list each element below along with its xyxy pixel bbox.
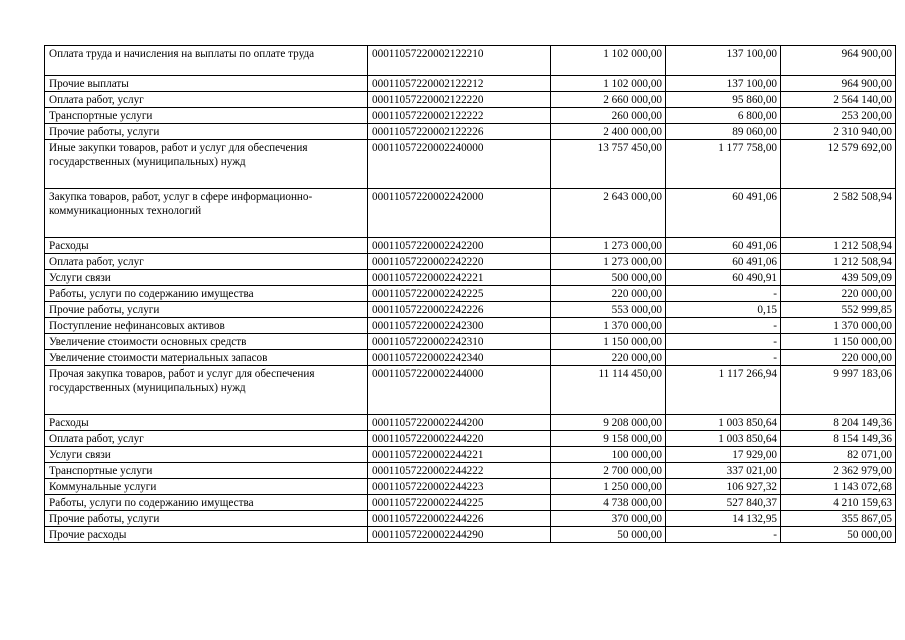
row-remaining-amount-cell: 1 143 072,68 (781, 479, 896, 495)
table-row (45, 302, 896, 318)
row-executed-amount-cell: 1 003 850,64 (666, 431, 781, 447)
budget-execution-table (44, 45, 896, 543)
row-code-cell: 00011057220002244221 (368, 447, 551, 463)
row-code-cell: 00011057220002122212 (368, 76, 551, 92)
row-remaining-amount-cell: 439 509,09 (781, 270, 896, 286)
row-plan-amount-cell: 50 000,00 (551, 527, 666, 543)
row-remaining-amount-cell: 2 310 940,00 (781, 124, 896, 140)
row-code-cell: 00011057220002122226 (368, 124, 551, 140)
row-name-cell: Прочие расходы (45, 527, 368, 543)
row-name-cell: Услуги связи (45, 447, 368, 463)
row-name-cell: Работы, услуги по содержанию имущества (45, 495, 368, 511)
table-row (45, 108, 896, 124)
row-code-cell: 00011057220002242226 (368, 302, 551, 318)
row-plan-amount-cell: 220 000,00 (551, 286, 666, 302)
row-executed-amount-cell: 1 177 758,00 (666, 140, 781, 189)
row-remaining-amount-cell: 964 900,00 (781, 76, 896, 92)
row-code-cell: 00011057220002244200 (368, 415, 551, 431)
row-name-cell: Оплата работ, услуг (45, 431, 368, 447)
row-plan-amount-cell: 370 000,00 (551, 511, 666, 527)
row-name-cell: Увеличение стоимости основных средств (45, 334, 368, 350)
row-plan-amount-cell: 553 000,00 (551, 302, 666, 318)
row-plan-amount-cell: 1 150 000,00 (551, 334, 666, 350)
row-remaining-amount-cell: 9 997 183,06 (781, 366, 896, 415)
table-row (45, 479, 896, 495)
row-plan-amount-cell: 1 102 000,00 (551, 76, 666, 92)
row-plan-amount-cell: 100 000,00 (551, 447, 666, 463)
row-executed-amount-cell: 527 840,37 (666, 495, 781, 511)
row-executed-amount-cell: 14 132,95 (666, 511, 781, 527)
row-executed-amount-cell: - (666, 286, 781, 302)
row-code-cell: 00011057220002242200 (368, 238, 551, 254)
row-code-cell: 00011057220002242221 (368, 270, 551, 286)
row-name-cell: Работы, услуги по содержанию имущества (45, 286, 368, 302)
row-name-cell: Расходы (45, 415, 368, 431)
row-plan-amount-cell: 500 000,00 (551, 270, 666, 286)
row-code-cell: 00011057220002242310 (368, 334, 551, 350)
row-name-cell: Оплата труда и начисления на выплаты по оплате труда (45, 46, 368, 76)
row-code-cell: 00011057220002242220 (368, 254, 551, 270)
table-row (45, 254, 896, 270)
row-plan-amount-cell: 11 114 450,00 (551, 366, 666, 415)
row-executed-amount-cell: 60 490,91 (666, 270, 781, 286)
table-row (45, 415, 896, 431)
table-row (45, 238, 896, 254)
row-remaining-amount-cell: 50 000,00 (781, 527, 896, 543)
row-name-cell: Прочие работы, услуги (45, 124, 368, 140)
row-remaining-amount-cell: 8 204 149,36 (781, 415, 896, 431)
row-executed-amount-cell: - (666, 350, 781, 366)
row-code-cell: 00011057220002122222 (368, 108, 551, 124)
row-plan-amount-cell: 1 273 000,00 (551, 238, 666, 254)
row-code-cell: 00011057220002240000 (368, 140, 551, 189)
table-row (45, 495, 896, 511)
row-plan-amount-cell: 260 000,00 (551, 108, 666, 124)
row-plan-amount-cell: 2 700 000,00 (551, 463, 666, 479)
row-name-cell: Прочие работы, услуги (45, 511, 368, 527)
row-remaining-amount-cell: 355 867,05 (781, 511, 896, 527)
row-remaining-amount-cell: 253 200,00 (781, 108, 896, 124)
table-row (45, 124, 896, 140)
table-body (45, 46, 896, 543)
row-plan-amount-cell: 13 757 450,00 (551, 140, 666, 189)
row-code-cell: 00011057220002244220 (368, 431, 551, 447)
table-row (45, 463, 896, 479)
row-remaining-amount-cell: 2 564 140,00 (781, 92, 896, 108)
table-row (45, 334, 896, 350)
row-executed-amount-cell: 17 929,00 (666, 447, 781, 463)
row-remaining-amount-cell: 1 370 000,00 (781, 318, 896, 334)
row-plan-amount-cell: 4 738 000,00 (551, 495, 666, 511)
table-row (45, 447, 896, 463)
row-name-cell: Прочие выплаты (45, 76, 368, 92)
row-executed-amount-cell: 137 100,00 (666, 46, 781, 76)
row-plan-amount-cell: 9 158 000,00 (551, 431, 666, 447)
row-code-cell: 00011057220002122210 (368, 46, 551, 76)
table-row (45, 318, 896, 334)
row-executed-amount-cell: 106 927,32 (666, 479, 781, 495)
row-name-cell: Закупка товаров, работ, услуг в сфере информационно-коммуникационных технологий (45, 189, 368, 238)
row-plan-amount-cell: 1 102 000,00 (551, 46, 666, 76)
row-name-cell: Коммунальные услуги (45, 479, 368, 495)
table-row (45, 286, 896, 302)
row-name-cell: Расходы (45, 238, 368, 254)
row-executed-amount-cell: 95 860,00 (666, 92, 781, 108)
row-remaining-amount-cell: 552 999,85 (781, 302, 896, 318)
row-name-cell: Транспортные услуги (45, 108, 368, 124)
table-row (45, 46, 896, 76)
row-name-cell: Оплата работ, услуг (45, 254, 368, 270)
table-row (45, 140, 896, 189)
row-executed-amount-cell: - (666, 527, 781, 543)
row-code-cell: 00011057220002244290 (368, 527, 551, 543)
row-remaining-amount-cell: 1 150 000,00 (781, 334, 896, 350)
row-name-cell: Услуги связи (45, 270, 368, 286)
table-row (45, 431, 896, 447)
row-code-cell: 00011057220002242225 (368, 286, 551, 302)
table-row (45, 366, 896, 415)
row-plan-amount-cell: 9 208 000,00 (551, 415, 666, 431)
row-executed-amount-cell: 137 100,00 (666, 76, 781, 92)
row-code-cell: 00011057220002242340 (368, 350, 551, 366)
row-code-cell: 00011057220002242000 (368, 189, 551, 238)
row-executed-amount-cell: - (666, 318, 781, 334)
row-code-cell: 00011057220002242300 (368, 318, 551, 334)
row-code-cell: 00011057220002244000 (368, 366, 551, 415)
row-plan-amount-cell: 2 643 000,00 (551, 189, 666, 238)
row-name-cell: Прочая закупка товаров, работ и услуг для обеспечения государственных (муниципальных) нужд (45, 366, 368, 415)
row-remaining-amount-cell: 964 900,00 (781, 46, 896, 76)
row-code-cell: 00011057220002244226 (368, 511, 551, 527)
row-name-cell: Прочие работы, услуги (45, 302, 368, 318)
row-executed-amount-cell: 0,15 (666, 302, 781, 318)
row-remaining-amount-cell: 4 210 159,63 (781, 495, 896, 511)
table-row (45, 270, 896, 286)
row-executed-amount-cell: - (666, 334, 781, 350)
row-executed-amount-cell: 1 003 850,64 (666, 415, 781, 431)
row-plan-amount-cell: 2 660 000,00 (551, 92, 666, 108)
row-name-cell: Иные закупки товаров, работ и услуг для обеспечения государственных (муниципальных) нужд (45, 140, 368, 189)
row-remaining-amount-cell: 220 000,00 (781, 286, 896, 302)
row-plan-amount-cell: 1 370 000,00 (551, 318, 666, 334)
row-code-cell: 00011057220002122220 (368, 92, 551, 108)
table-row (45, 76, 896, 92)
row-plan-amount-cell: 1 250 000,00 (551, 479, 666, 495)
row-code-cell: 00011057220002244222 (368, 463, 551, 479)
row-remaining-amount-cell: 1 212 508,94 (781, 238, 896, 254)
row-executed-amount-cell: 60 491,06 (666, 254, 781, 270)
row-name-cell: Поступление нефинансовых активов (45, 318, 368, 334)
row-remaining-amount-cell: 12 579 692,00 (781, 140, 896, 189)
row-plan-amount-cell: 1 273 000,00 (551, 254, 666, 270)
row-name-cell: Оплата работ, услуг (45, 92, 368, 108)
row-executed-amount-cell: 60 491,06 (666, 238, 781, 254)
table-row (45, 189, 896, 238)
table-row (45, 527, 896, 543)
row-executed-amount-cell: 6 800,00 (666, 108, 781, 124)
row-remaining-amount-cell: 2 582 508,94 (781, 189, 896, 238)
table-row (45, 92, 896, 108)
row-remaining-amount-cell: 82 071,00 (781, 447, 896, 463)
row-plan-amount-cell: 2 400 000,00 (551, 124, 666, 140)
row-executed-amount-cell: 60 491,06 (666, 189, 781, 238)
row-executed-amount-cell: 89 060,00 (666, 124, 781, 140)
row-plan-amount-cell: 220 000,00 (551, 350, 666, 366)
row-name-cell: Транспортные услуги (45, 463, 368, 479)
row-remaining-amount-cell: 1 212 508,94 (781, 254, 896, 270)
row-code-cell: 00011057220002244225 (368, 495, 551, 511)
table-row (45, 511, 896, 527)
row-code-cell: 00011057220002244223 (368, 479, 551, 495)
row-remaining-amount-cell: 220 000,00 (781, 350, 896, 366)
table-row (45, 350, 896, 366)
row-executed-amount-cell: 337 021,00 (666, 463, 781, 479)
row-executed-amount-cell: 1 117 266,94 (666, 366, 781, 415)
row-remaining-amount-cell: 2 362 979,00 (781, 463, 896, 479)
row-remaining-amount-cell: 8 154 149,36 (781, 431, 896, 447)
row-name-cell: Увеличение стоимости материальных запасов (45, 350, 368, 366)
